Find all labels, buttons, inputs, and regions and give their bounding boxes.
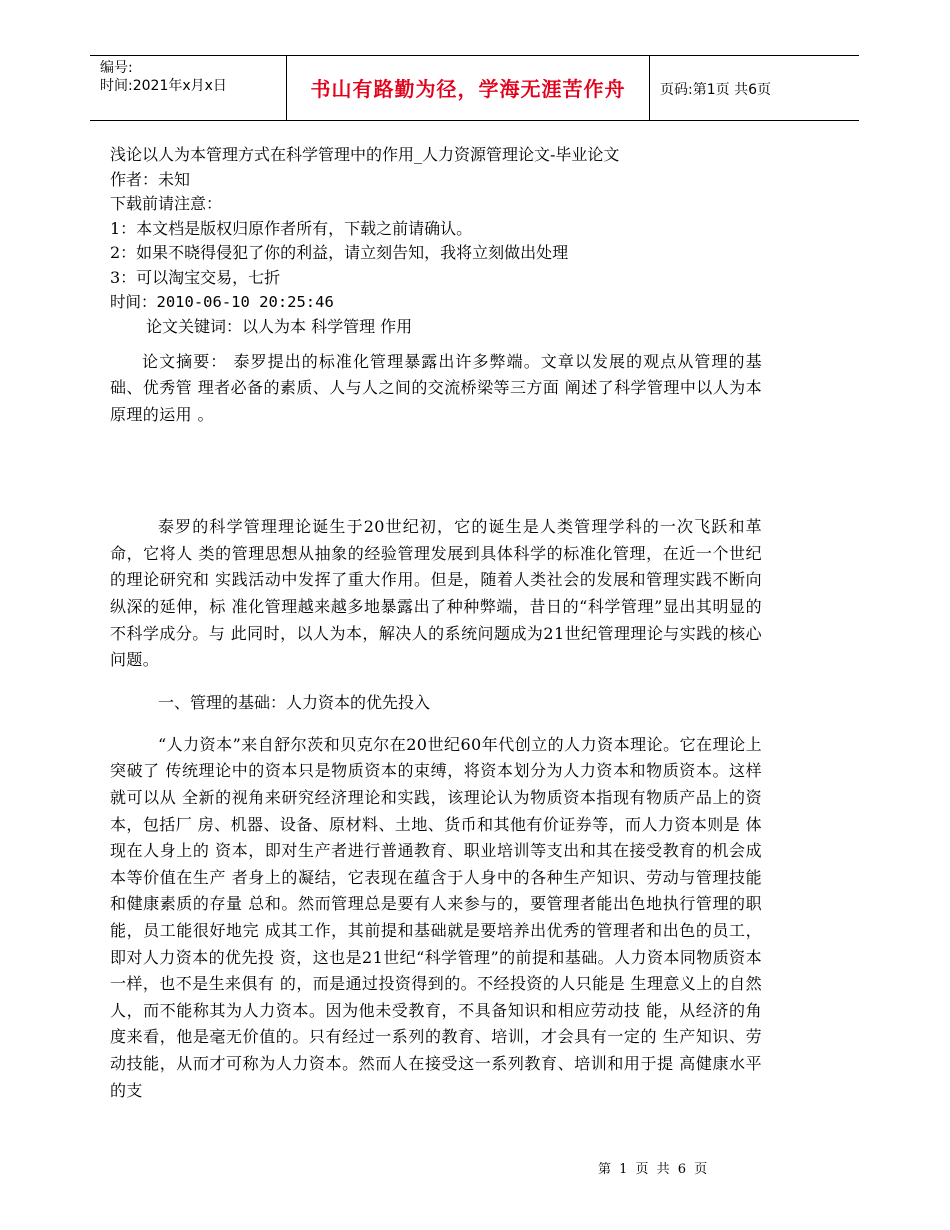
header-top-rule [90,55,859,56]
header-meta [100,59,227,95]
header-number-label: 编号: [100,60,133,76]
article-keywords: 论文关键词：以人为本 科学管理 作用 [146,316,413,336]
header-divider-right [649,55,650,121]
section-heading: 一、管理的基础：人力资本的优先投入 [158,692,431,712]
header-bottom-rule [90,120,859,121]
header-time-label: 时间:2021年x月x日 [100,78,227,94]
notice-item: 1：本文档是版权归原作者所有，下载之前请确认。 [110,218,473,238]
header-motto: 书山有路勤为径，学海无涯苦作舟 [310,77,626,101]
notice-heading: 下载前请注意： [110,194,223,213]
page-footer: 第 1 页 共 6 页 [598,1162,710,1177]
article-time: 时间：2010-06-10 20:25:46 [110,293,334,311]
article-title: 浅论以人为本管理方式在科学管理中的作用_人力资源管理论文-毕业论文 [110,145,620,164]
article-author: 作者：未知 [110,169,191,189]
article-abstract: 论文摘要： 泰罗提出的标准化管理暴露出许多弊端。文章以发展的观点从管理的基础、优秀管 理者必备的素质、人与人之间的交流桥梁等三方面 阐述了科学管理中以人为本原理的运用 。 [110,352,762,424]
intro-paragraph: 泰罗的科学管理理论诞生于20世纪初，它的诞生是人类管理学科的一次飞跃和革命，它将人 类的管理思想从抽象的经验管理发展到具体科学的标准化管理，在近一个世纪的理论研究和 实践活动中发挥了重大作用。但是，随着人类社会的发展和管理实践不断向纵深的延伸，标 准化管理越来越多地暴露出了种种弊端，昔日的“科学管理”显出其明显的不科学成分。与 此同时，以人为本，解决人的系统问题成为21世纪管理理论与实践的核心问题。 [110,517,762,670]
header-page-info: 页码:第1页 共6页 [660,82,771,98]
section-paragraph: “人力资本”来自舒尔茨和贝克尔在20世纪60年代创立的人力资本理论。它在理论上突破了 传统理论中的资本只是物质资本的束缚，将资本划分为人力资本和物质资本。这样就可以从 全新的视角来研究经济理论和实践，该理论认为物质资本指现有物质产品上的资本，包括厂 房、机器、设备、原材料、土地、货币和其他有价证券等，而人力资本则是 体现在人身上的 资本，即对生产者进行普通教育、职业培训等支出和其在接受教育的机会成本等价值在生产 者身上的凝结，它表现在蕴含于人身中的各种生产知识、劳动与管理技能和健康素质的存量 总和。然而管理总是要有人来参与的，要管理者能出色地执行管理的职能，员工能很好地完 成其工作，其前提和基础就是要培养出优秀的管理者和出色的员工，即对人力资本的优先投 资，这也是21世纪“科学管理”的前提和基础。人力资本同物质资本一样，也不是生来俱有 的，而是通过投资得到的。不经投资的人只能是 生理意义上的自然人，而不能称其为人力资本。因为他未受教育，不具备知识和相应劳动技 能，从经济的角度来看，他是毫无价值的。只有经过一系列的教育、培训，才会具有一定的 生产知识、劳动技能，从而才可称为人力资本。然而人在接受这一系列教育、培训和用于提 高健康水平的支 [110,734,762,1100]
notice-item: 2：如果不晓得侵犯了你的利益，请立刻告知，我将立刻做出处理 [110,243,569,262]
notice-item: 3：可以淘宝交易，七折 [110,267,281,287]
document-body [110,143,762,1104]
